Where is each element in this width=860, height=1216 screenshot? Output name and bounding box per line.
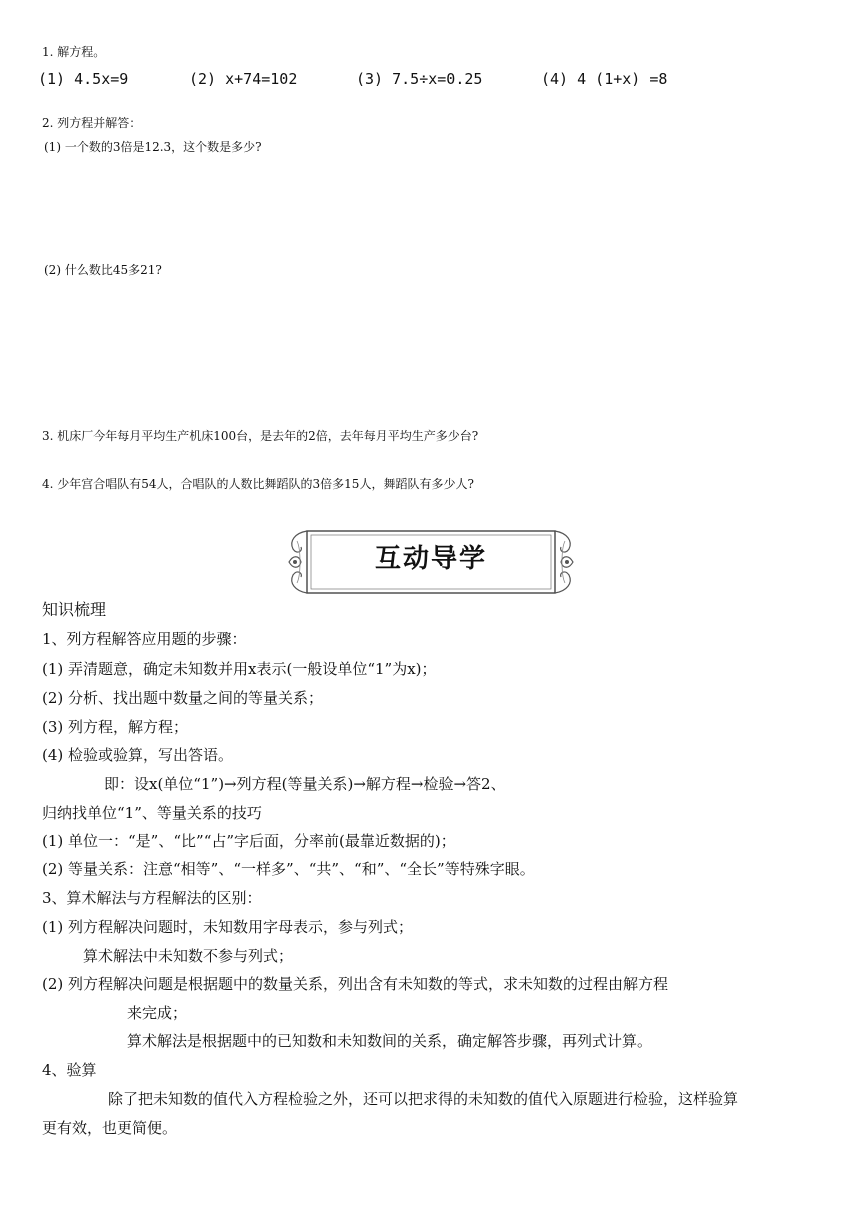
- section-4-paragraph-line-2: 更有效，也更简便。: [42, 1119, 178, 1137]
- section-1-item-1: (1) 弄清题意，确定未知数并用x表示(一般设单位“1”为x)；: [42, 660, 437, 678]
- section-3-item-1-cont: 算术解法中未知数不参与列式；: [83, 947, 294, 965]
- section-banner: [287, 527, 575, 597]
- section-1-title: 1、列方程解答应用题的步骤：: [42, 630, 247, 648]
- section-4-paragraph-line-1: 除了把未知数的值代入方程检验之外，还可以把求得的未知数的值代入原题进行检验，这样验算: [108, 1090, 739, 1108]
- section-1-item-4: (4) 检验或验算，写出答语。: [42, 746, 234, 764]
- q4-text: 4. 少年宫合唱队有54人，合唱队的人数比舞蹈队的3倍多15人，舞蹈队有多少人?: [42, 477, 474, 491]
- section-1-flow: 即：设x(单位“1”)→列方程(等量关系)→解方程→检验→答2、: [104, 775, 506, 793]
- equation-2: (2) x+74=102: [189, 70, 298, 88]
- q3-text: 3. 机床厂今年每月平均生产机床100台，是去年的2倍，去年每月平均生产多少台?: [42, 429, 479, 443]
- section-1-item-3: (3) 列方程，解方程；: [42, 718, 189, 736]
- section-3-item-1: (1) 列方程解决问题时，未知数用字母表示，参与列式；: [42, 918, 414, 936]
- equation-1: (1) 4.5x=9: [38, 70, 129, 88]
- q2-sub1: (1) 一个数的3倍是12.3，这个数是多少?: [44, 140, 262, 154]
- banner-title: 互动导学: [374, 544, 487, 574]
- section-2-item-1: (1) 单位一：“是”、“比”“占”字后面，分率前(最靠近数据的)；: [42, 832, 456, 850]
- q1-title: 1. 解方程。: [42, 45, 106, 59]
- section-3-item-2-cont: 来完成；: [127, 1004, 188, 1022]
- knowledge-heading: 知识梳理: [42, 600, 107, 619]
- equation-4: (4) 4 (1+x) =8: [541, 70, 668, 88]
- section-3-item-2: (2) 列方程解决问题是根据题中的数量关系，列出含有未知数的等式，求未知数的过程由解方程: [42, 975, 669, 993]
- q2-sub2: (2) 什么数比45多21?: [44, 263, 162, 277]
- section-3-title: 3、算术解法与方程解法的区别：: [42, 889, 262, 907]
- section-3-item-2-arith: 算术解法是根据题中的已知数和未知数间的关系，确定解答步骤，再列式计算。: [127, 1032, 653, 1050]
- section-4-title: 4、验算: [42, 1061, 97, 1079]
- section-2-item-2: (2) 等量关系：注意“相等”、“一样多”、“共”、“和”、“全长”等特殊字眼。: [42, 860, 535, 878]
- section-1-item-2: (2) 分析、找出题中数量之间的等量关系；: [42, 689, 324, 707]
- section-2-title: 归纳找单位“1”、等量关系的技巧: [42, 804, 262, 822]
- q2-title: 2. 列方程并解答：: [42, 116, 142, 130]
- equation-3: (3) 7.5÷x=0.25: [356, 70, 483, 88]
